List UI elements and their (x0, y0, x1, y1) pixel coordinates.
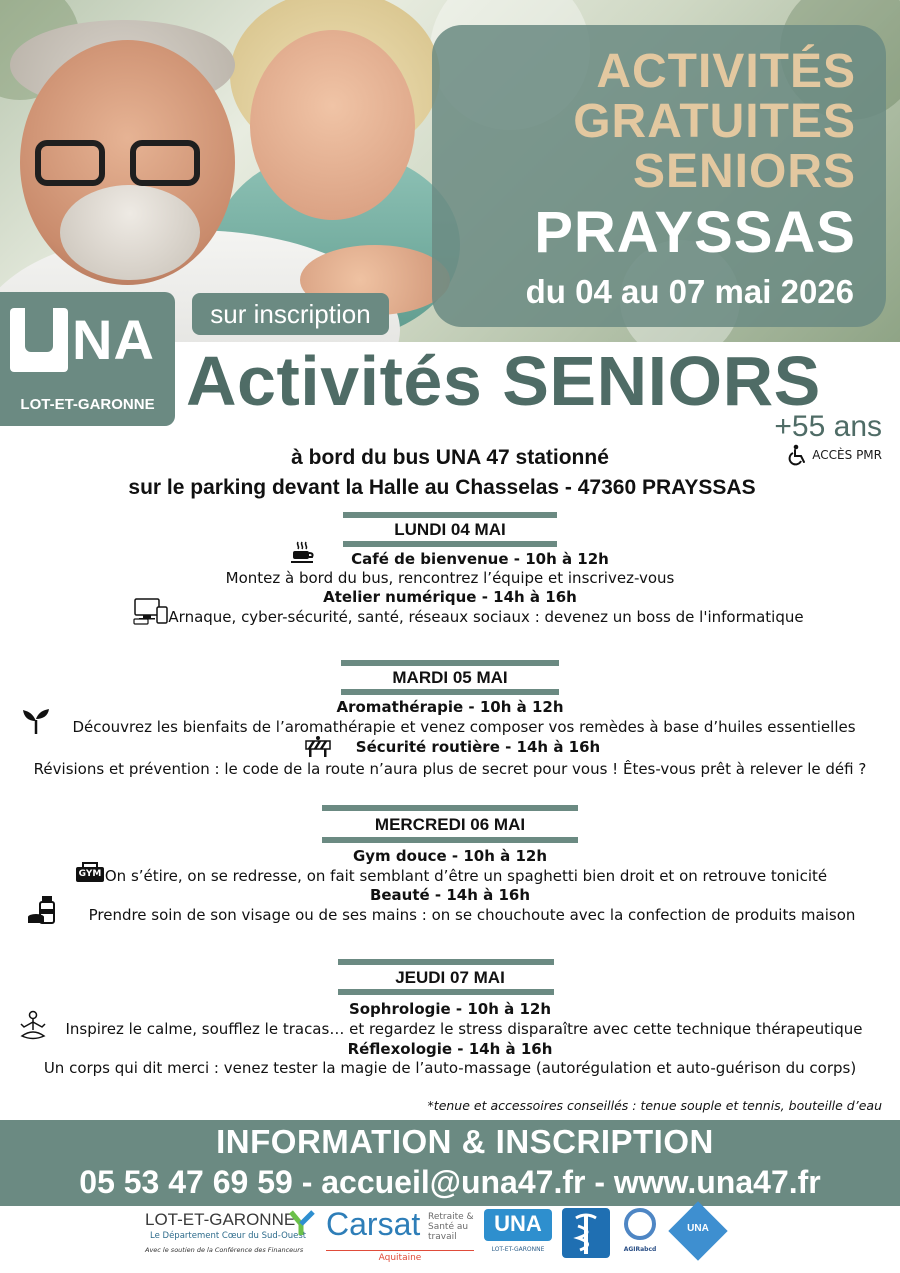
dress-code-note: *tenue et accessoires conseillés : tenue souple et tennis, bouteille d’eau (427, 1098, 882, 1113)
activity-title: Gym douce - 10h à 12h (352, 847, 548, 865)
una-diamond-name: UNA (687, 1223, 709, 1234)
day-bar-top (338, 959, 554, 965)
footer-title: INFORMATION & INSCRIPTION (216, 1123, 714, 1160)
agir-name: AGIRabcd (623, 1246, 657, 1253)
pmr-label: ACCÈS PMR (812, 448, 882, 462)
activity-title: Café de bienvenue - 10h à 12h (351, 550, 609, 568)
activity-desc: Montez à bord du bus, rencontrez l’équipe et inscrivez-vous (225, 569, 675, 587)
carsat-region: Aquitaine (378, 1253, 422, 1263)
day-bar-top (343, 512, 557, 518)
una-partner-name: UNA (494, 1211, 542, 1236)
departement-logo (145, 1206, 315, 1266)
activity-title: Réflexologie - 14h à 16h (347, 1040, 553, 1058)
una-logo-mark (10, 308, 165, 372)
carsat-name: Carsat (326, 1206, 421, 1242)
location-line-1: à bord du bus UNA 47 stationné (291, 446, 609, 469)
una-logo-text: NA (72, 308, 155, 371)
day-bar-bottom (343, 541, 557, 547)
age-badge: +55 ans (774, 410, 882, 443)
activity-desc: Arnaque, cyber-sécurité, santé, réseaux sociaux : devenez un boss de l'informatique (168, 608, 804, 626)
glasses-icon (35, 140, 205, 190)
carsat-underline (326, 1250, 474, 1251)
caduceus-icon (562, 1208, 610, 1258)
day-label: LUNDI 04 MAI (394, 520, 506, 539)
activity-desc: Prendre soin de son visage ou de ses mains : on se chouchoute avec la confection de produits maison (88, 906, 856, 924)
activity-title: Sécurité routière - 14h à 16h (355, 738, 601, 756)
day-bar-bottom (338, 989, 554, 995)
activity-desc: On s’étire, on se redresse, on fait semblant d’être un spaghetti bien droit et on retrouve tonicité (104, 867, 828, 885)
day-label: MERCREDI 06 MAI (374, 815, 526, 834)
departement-note: Avec le soutien de la Conférence des Financeurs (145, 1246, 304, 1254)
departement-name: LOT-ET-GARONNE (145, 1210, 296, 1229)
una-partner-sub: LOT-ET-GARONNE (491, 1246, 545, 1253)
carsat-tagline: Retraite & Santé au travail (428, 1212, 474, 1242)
una-logo-subtitle: LOT-ET-GARONNE (20, 396, 155, 413)
una-partner-logo (484, 1209, 552, 1259)
departement-y-icon (289, 1210, 315, 1236)
activity-title: Aromathérapie - 10h à 12h (336, 698, 564, 716)
hero-title-box (432, 25, 886, 327)
activity-title: Atelier numérique - 14h à 16h (323, 588, 577, 606)
activity-desc: Révisions et prévention : le code de la route n’aura plus de secret pour vous ! Êtes-vous prêt à relever le défi ? (33, 760, 867, 778)
day-bar-bottom (322, 837, 578, 843)
day-label: JEUDI 07 MAI (395, 968, 505, 987)
activity-desc: Inspirez le calme, soufflez le tracas… et regardez le stress disparaître avec cette technique thérapeutique (65, 1020, 863, 1038)
partner-logos (0, 1206, 900, 1273)
day-bar-top (341, 660, 559, 666)
day-label: MARDI 05 MAI (392, 668, 508, 687)
medical-caduceus-logo (562, 1208, 610, 1258)
hero-title-line-1: ACTIVITÉS (596, 45, 856, 98)
hero-title-line-2: GRATUITES (573, 95, 856, 148)
activity-title: Beauté - 14h à 16h (369, 886, 531, 904)
gym-sign-text: GYM (76, 867, 104, 882)
una-logo (0, 292, 175, 426)
carsat-logo (322, 1206, 478, 1266)
activity-desc: Un corps qui dit merci : venez tester la magie de l’auto-massage (autorégulation et auto-guérison du corps) (43, 1059, 857, 1077)
main-title: Activités SENIORS (186, 342, 821, 420)
activity-title: Sophrologie - 10h à 12h (348, 1000, 552, 1018)
inscription-badge: sur inscription (192, 293, 389, 335)
day-bar-bottom (341, 689, 559, 695)
footer-contact: 05 53 47 69 59 - accueil@una47.fr - www.una47.fr (79, 1164, 821, 1200)
location-line-2: sur le parking devant la Halle au Chasselas - 47360 PRAYSSAS (128, 476, 756, 499)
agir-logo (620, 1208, 660, 1264)
agir-circle-icon (624, 1208, 656, 1240)
woman-face (250, 30, 415, 220)
una-u-shape (10, 308, 68, 372)
departement-tagline: Le Département Cœur du Sud-Ouest (150, 1231, 307, 1241)
hero-city: PRAYSSAS (534, 200, 856, 265)
hero-dates: du 04 au 07 mai 2026 (525, 273, 854, 310)
activity-desc: Découvrez les bienfaits de l’aromathérapie et venez composer vos remèdes à base d’huiles essentielles (72, 718, 856, 736)
day-bar-top (322, 805, 578, 811)
man-beard (60, 185, 200, 280)
hero-title-line-3: SENIORS (632, 145, 856, 198)
